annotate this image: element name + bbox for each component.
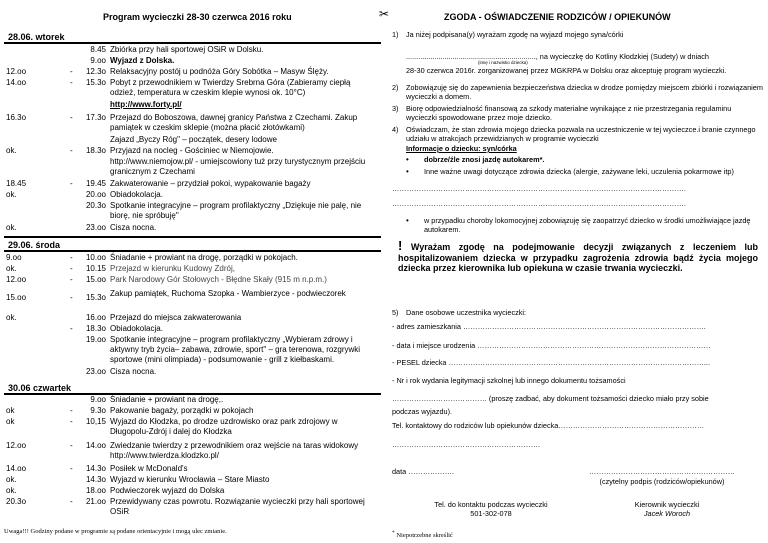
leader-label: Kierownik wycieczki — [634, 500, 700, 509]
day-title: 28.06. wtorek — [8, 32, 65, 42]
contact-label: Tel. do kontaktu podczas wycieczki — [434, 500, 548, 509]
phone-field[interactable]: Tel. kontaktowy do rodziców lub opiekunów dziecka…………………………………………………… — [392, 421, 705, 430]
pesel-field[interactable]: - PESEL dziecka ……………………………………………………………………………………………... — [392, 358, 710, 367]
exclamation-icon: ! — [398, 238, 403, 253]
date-field[interactable]: data ………………. — [392, 467, 455, 476]
id-document-label: - Nr i rok wydania legitymacji szkolnej lub innego dokumentu tożsamości — [392, 376, 626, 385]
divider — [4, 236, 381, 238]
medical-consent-warning: ! Wyrażam zgodę na podejmowanie decyzji związanych z leczeniem lub hospitalizowaniem dziecka w przypadku zagrożenia zdrowia bądź życia mojego dziecka przez kierownika lub opiekuna w czasie trwania wycieczki. — [398, 238, 758, 273]
consent-column: ZGODA - OŚWIADCZENIE RODZICÓW / OPIEKUNÓW 1) Ja niżej podpisana(y) wyrażam zgodę na wyjazd mojego syna/córki ................................................................, na wycieczkę do Kotliny Kłodzkiej (Sudety) w dniach (imię i nazwisko dziecka) 28-30 czerwca 2016r. zorganizowanej przez MGKRPA w Dolsku oraz akceptuję program wycieczki. 2) Zobowiązuję się do zapewnienia bezpieczeństwa dziecka w drodze pomiędzy miejscem zbiórki i rozwiązaniem wycieczki a domem. 3) Biorę odpowiedzialność finansową za szkody materialne wynikające z nie przestrzegania regulaminu wycieczki spowodowane przez moje dziecko. 4) Oświadczam, że stan zdrowia mojego dziecka pozwala na uczestniczenie w tej wycieczce.i branie czynnego udziału w atrakcjach przewidzianych w programie wycieczki Informacje o dziecku: syn/córka • dobrze/źle znosi jazdę autokarem*. • Inne ważne uwagi dotyczące zdrowia dziecka (alergie, zażywane leki, uczulenia pokarmowe itp) …………………………………………………………………………………………………………. …………………………………………………………………………………………………………. • w przypadku choroby lokomocyjnej zobowiązuję się zaopatrzyć dziecko w środki umożliwiające jazdę autokarem. ! Wyrażam zgodę na podejmowanie decyzji związanych z leczeniem lub hospitalizowaniem dziecka w przypadku zagrożenia zdrowia bądź życia mojego dziecka przez kierownika lub opiekuna w czasie trwania wycieczki. 5) Dane osobowe uczestnika wycieczki: - adres zamieszkania ………………………………………………………………………………………. - data i miejsce urodzenia …………………………………………………………………………………… - PESEL dziecka ……………………………………………………………………………………………... - Nr i rok wydania legitymacji szkolnej lub innego dokumentu tożsamości ………………………………… (proszę zadbać, aby dokument tożsamości dziecko miało przy sobie podczas wyjazdu). Tel. kontaktowy do rodziców lub opiekunów dziecka…………………………………………………… ……………………………………………………. data ………………. …………………………………………………… (czytelny podpis (rodziców/opiekunów) Tel. do kontaktu podczas wycieczki 501-302-078 Kierownik wycieczki Jacek Woroch * Niepotrzebne skreślić — [392, 12, 763, 540]
divider — [4, 42, 381, 44]
id-document-field[interactable]: ………………………………… (proszę zadbać, aby dokument tożsamości dziecko miało przy sobie — [392, 394, 709, 403]
scissors-icon: ✂ — [379, 7, 390, 21]
health-notes-line-2[interactable]: …………………………………………………………………………………………………………. — [392, 199, 686, 208]
forty-link[interactable]: http://www.forty.pl/ — [110, 100, 182, 109]
id-document-note: podczas wyjazdu). — [392, 407, 453, 416]
program-column: Program wycieczki 28-30 czerwca 2016 roku 28.06. wtorek 8.45 Zbiórka przy hali sportowej OSiR w Dolsku. 9.oo Wyjazd z Dolska. 12.oo - 12.3o Relaksacyjny postój u podnóża Góry Sobótka – Masyw Ślęży. 14.oo - 15.3o Pobyt z przewodnikiem w Twierdzy Srebrna Góra (Zabieramy ciepłą odzież, temperatura w czeskim klepie wynosi ok. 10°C) http://www.forty.pl/ 16.3o - 17.3o Przejazd do Boboszowa, dawnej granicy Państwa z Czechami. Zakup pamiątek w czeskim sklepie (można płacić złotówkami) Zajazd „Byczy Róg" – początek, desery lodowe ok. - 18.3o Przyjazd na nocleg - Gościniec w Niemojowie. http://www.niemojow.pl/ - umiejscowiony tuż przy turystycznym przejściu granicznym z Czechami 18.45 - 19.45 Zakwaterowanie – przydział pokoi, wypakowanie bagaży ok. 20.oo Obiadokolacja. 20.3o Spotkanie integracyjne – program profilaktyczny „Dziękuje nie palę, nie biorę, nie spróbuję" ok. 23.oo Cisza nocna. 29.06. środa 9.oo - 10.oo Śniadanie + prowiant na drogę, porządki w pokojach. ok. - 10.15 Przejazd w kierunku Kudowy Zdrój, 12.oo - 15.oo Park Narodowy Gór Stołowych - Błędne Skały (915 m n.p.m.) 15.oo - 15.3o Zakup pamiątek, Ruchoma Szopka - Wambierzyce - podwieczorek ok. 16.oo Przejazd do miejsca zakwaterowania - 18.3o Obiadokolacja. 19.oo Spotkanie integracyjne – program profilaktyczny „Wybieram zdrowy i aktywny tryb życia– zabawa, zdrowie, sport" – gra terenowa, rozgrywki sportowe (mini olimpiada) - podsumowanie - grill z kiełbaskami. 23.oo Cisza nocna. 30.06 czwartek 9.oo Śniadanie + prowiant na drogę,. ok - 9.3o Pakowanie bagaży, porządki w pokojach ok - 10,15 Wyjazd do Kłodzka, po drodze uzdrowisko oraz park zdrojowy w Długopolu-Zdrój i dalej do Kłodzka 12.oo - 14.oo Zwiedzanie twierdzy z przewodnikiem oraz wejście na taras widokowy http://www.twierdza.klodzko.pl/ 14.oo - 14.3o Posiłek w McDonald's ok. 14.3o Wyjazd w kierunku Wrocławia – Stare Miasto ok. 18.oo Podwieczorek wyjazd do Dolska 20.3o - 21.oo Przewidywany czas powrotu. Rozwiązanie wycieczki przy hali sportowej OSiR Uwaga!!! Godziny podane w programie są podane orientacyjnie i mogą ulec zmianie. — [0, 0, 381, 543]
consent-footnote: * Niepotrzebne skreślić — [392, 530, 453, 540]
signature-label: (czytelny podpis (rodziców/opiekunów) — [599, 477, 725, 486]
child-name-field[interactable]: ................................................................, na wycieczkę do Kotliny Kłodzkiej (Sudety) w dniach — [406, 52, 709, 61]
address-field[interactable]: - adres zamieszkania ………………………………………………………………………………………. — [392, 322, 706, 331]
consent-item-1-cont: 28-30 czerwca 2016r. zorganizowanej przez MGKRPA w Dolsku oraz akceptuję program wycieczki. — [406, 66, 727, 75]
child-name-note: (imię i nazwisko dziecka) — [478, 60, 528, 65]
signature-line[interactable]: …………………………………………………… — [589, 467, 735, 476]
program-footnote: Uwaga!!! Godziny podane w programie są podane orientacyjnie i mogą ulec zmianie. — [4, 528, 227, 535]
health-notes-line-1[interactable]: …………………………………………………………………………………………………………. — [392, 184, 686, 193]
divider — [4, 250, 381, 252]
program-title: Program wycieczki 28-30 czerwca 2016 roku — [103, 12, 292, 22]
consent-title: ZGODA - OŚWIADCZENIE RODZICÓW / OPIEKUNÓW — [444, 12, 671, 22]
child-info-label: Informacje o dziecku: syn/córka — [406, 144, 517, 153]
phone-field-line[interactable]: ……………………………………………………. — [392, 440, 540, 449]
day-title: 30.06 czwartek — [8, 383, 72, 393]
birth-field[interactable]: - data i miejsce urodzenia …………………………………………………………………………………… — [392, 341, 711, 350]
niemojow-link[interactable]: http://www.niemojow.pl/ - umiejscowiony tuż przy turystycznym przejściu granicznym z Czechami — [110, 157, 366, 176]
leader-name: Jacek Woroch — [643, 509, 691, 518]
day-title: 29.06. środa — [8, 240, 61, 250]
contact-number: 501-302-078 — [470, 509, 512, 518]
